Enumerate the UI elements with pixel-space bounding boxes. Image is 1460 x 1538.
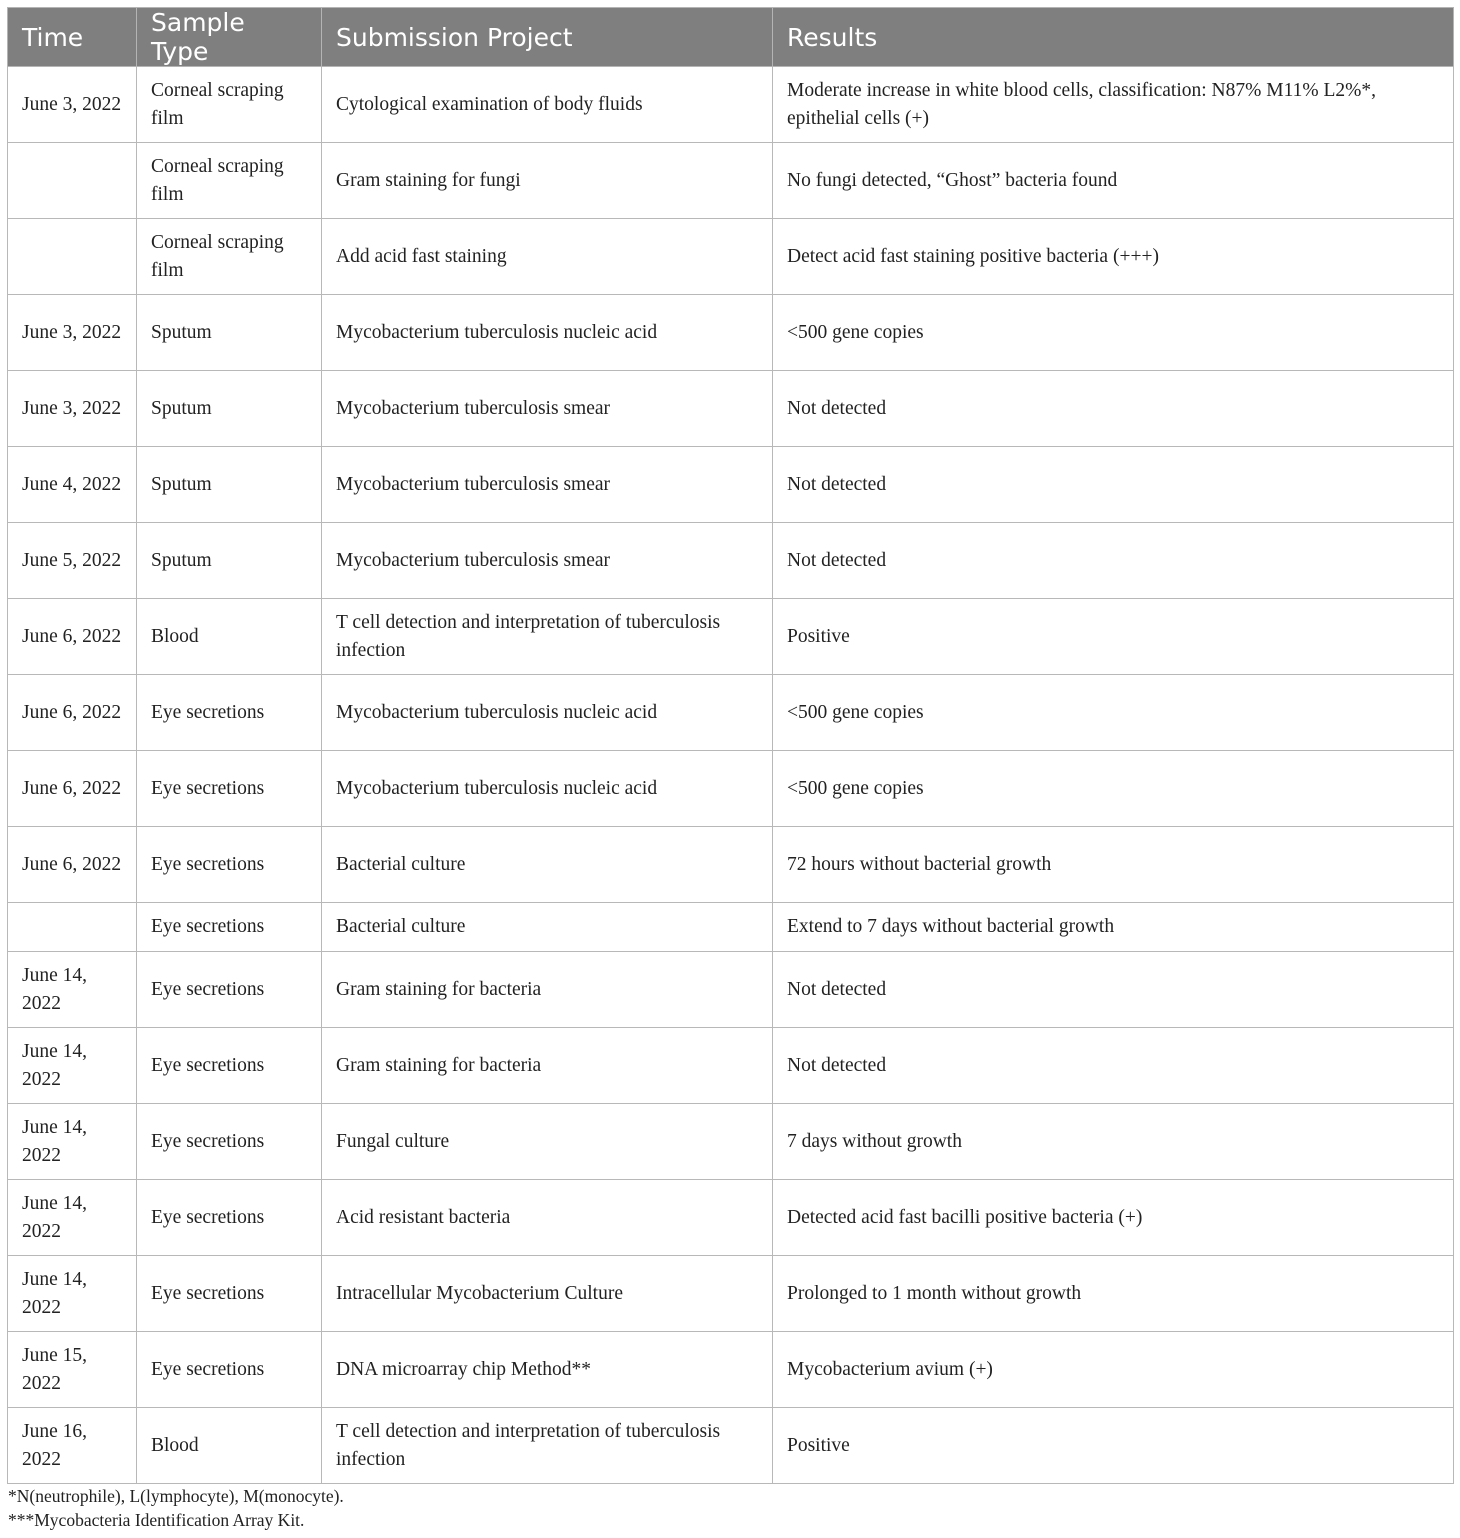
cell-result: <500 gene copies bbox=[773, 675, 1454, 751]
table-row bbox=[8, 67, 1454, 143]
header-row bbox=[8, 8, 1454, 67]
table-row bbox=[8, 903, 1454, 952]
cell-time bbox=[8, 143, 137, 219]
cell-sample-type: Eye secretions bbox=[137, 952, 322, 1028]
cell-sample-type: Eye secretions bbox=[137, 675, 322, 751]
table-row bbox=[8, 1408, 1454, 1484]
table-body bbox=[8, 67, 1454, 1484]
footnotes bbox=[8, 1484, 344, 1532]
cell-submission-project: Bacterial culture bbox=[322, 903, 773, 952]
table-row bbox=[8, 599, 1454, 675]
footnote-cell-types: *N(neutrophile), L(lymphocyte), M(monocyte). bbox=[8, 1486, 344, 1506]
cell-time bbox=[8, 903, 137, 952]
table-row bbox=[8, 219, 1454, 295]
cell-sample-type: Blood bbox=[137, 599, 322, 675]
cell-sample-type: Blood bbox=[137, 1408, 322, 1484]
cell-time: June 3, 2022 bbox=[8, 295, 137, 371]
header-sample-type: Sample Type bbox=[137, 8, 322, 67]
cell-result: 72 hours without bacterial growth bbox=[773, 827, 1454, 903]
table-row bbox=[8, 1180, 1454, 1256]
cell-time: June 6, 2022 bbox=[8, 675, 137, 751]
cell-sample-type: Eye secretions bbox=[137, 903, 322, 952]
results-table bbox=[7, 7, 1454, 1484]
table-row bbox=[8, 1028, 1454, 1104]
cell-submission-project: Gram staining for bacteria bbox=[322, 952, 773, 1028]
cell-sample-type: Eye secretions bbox=[137, 1104, 322, 1180]
cell-sample-type: Sputum bbox=[137, 523, 322, 599]
cell-time: June 4, 2022 bbox=[8, 447, 137, 523]
cell-sample-type: Corneal scraping film bbox=[137, 219, 322, 295]
cell-submission-project: Fungal culture bbox=[322, 1104, 773, 1180]
cell-result: <500 gene copies bbox=[773, 751, 1454, 827]
cell-time: June 3, 2022 bbox=[8, 371, 137, 447]
table-row bbox=[8, 827, 1454, 903]
cell-result: Not detected bbox=[773, 523, 1454, 599]
cell-sample-type: Corneal scraping film bbox=[137, 67, 322, 143]
cell-submission-project: Gram staining for fungi bbox=[322, 143, 773, 219]
table-row bbox=[8, 1332, 1454, 1408]
cell-result: <500 gene copies bbox=[773, 295, 1454, 371]
table-row bbox=[8, 751, 1454, 827]
cell-result: Detected acid fast bacilli positive bacteria (+) bbox=[773, 1180, 1454, 1256]
cell-result: Not detected bbox=[773, 952, 1454, 1028]
cell-time: June 6, 2022 bbox=[8, 827, 137, 903]
cell-time: June 15, 2022 bbox=[8, 1332, 137, 1408]
table-row bbox=[8, 447, 1454, 523]
cell-sample-type: Eye secretions bbox=[137, 1256, 322, 1332]
cell-result: Positive bbox=[773, 599, 1454, 675]
cell-submission-project: Bacterial culture bbox=[322, 827, 773, 903]
footnote-array-kit: ***Mycobacteria Identification Array Kit. bbox=[8, 1510, 305, 1530]
cell-sample-type: Eye secretions bbox=[137, 1028, 322, 1104]
cell-submission-project: Mycobacterium tuberculosis smear bbox=[322, 447, 773, 523]
cell-submission-project: Mycobacterium tuberculosis nucleic acid bbox=[322, 751, 773, 827]
cell-submission-project: Intracellular Mycobacterium Culture bbox=[322, 1256, 773, 1332]
cell-submission-project: Cytological examination of body fluids bbox=[322, 67, 773, 143]
cell-time: June 6, 2022 bbox=[8, 599, 137, 675]
table-row bbox=[8, 295, 1454, 371]
cell-result: Detect acid fast staining positive bacteria (+++) bbox=[773, 219, 1454, 295]
cell-time: June 14, 2022 bbox=[8, 1104, 137, 1180]
cell-time: June 14, 2022 bbox=[8, 952, 137, 1028]
cell-result: Not detected bbox=[773, 371, 1454, 447]
cell-sample-type: Sputum bbox=[137, 447, 322, 523]
table-row bbox=[8, 1256, 1454, 1332]
cell-result: Prolonged to 1 month without growth bbox=[773, 1256, 1454, 1332]
header-submission-project: Submission Project bbox=[322, 8, 773, 67]
results-table-container bbox=[7, 7, 1453, 1484]
cell-result: Not detected bbox=[773, 447, 1454, 523]
cell-result: Positive bbox=[773, 1408, 1454, 1484]
cell-result: Not detected bbox=[773, 1028, 1454, 1104]
cell-submission-project: Mycobacterium tuberculosis smear bbox=[322, 371, 773, 447]
cell-time: June 5, 2022 bbox=[8, 523, 137, 599]
cell-submission-project: Gram staining for bacteria bbox=[322, 1028, 773, 1104]
table-row bbox=[8, 523, 1454, 599]
header-results: Results bbox=[773, 8, 1454, 67]
cell-time: June 3, 2022 bbox=[8, 67, 137, 143]
header-time: Time bbox=[8, 8, 137, 67]
table-row bbox=[8, 143, 1454, 219]
cell-sample-type: Corneal scraping film bbox=[137, 143, 322, 219]
cell-submission-project: DNA microarray chip Method** bbox=[322, 1332, 773, 1408]
cell-submission-project: Mycobacterium tuberculosis smear bbox=[322, 523, 773, 599]
cell-result: Mycobacterium avium (+) bbox=[773, 1332, 1454, 1408]
table-row bbox=[8, 952, 1454, 1028]
table-row bbox=[8, 675, 1454, 751]
table-row bbox=[8, 1104, 1454, 1180]
cell-submission-project: Mycobacterium tuberculosis nucleic acid bbox=[322, 295, 773, 371]
cell-submission-project: T cell detection and interpretation of tuberculosis infection bbox=[322, 1408, 773, 1484]
cell-sample-type: Eye secretions bbox=[137, 1180, 322, 1256]
table-header bbox=[8, 8, 1454, 67]
cell-result: 7 days without growth bbox=[773, 1104, 1454, 1180]
cell-submission-project: Add acid fast staining bbox=[322, 219, 773, 295]
cell-submission-project: T cell detection and interpretation of tuberculosis infection bbox=[322, 599, 773, 675]
cell-time: June 14, 2022 bbox=[8, 1028, 137, 1104]
cell-sample-type: Eye secretions bbox=[137, 827, 322, 903]
cell-sample-type: Eye secretions bbox=[137, 751, 322, 827]
cell-time: June 16, 2022 bbox=[8, 1408, 137, 1484]
cell-submission-project: Mycobacterium tuberculosis nucleic acid bbox=[322, 675, 773, 751]
cell-submission-project: Acid resistant bacteria bbox=[322, 1180, 773, 1256]
table-row bbox=[8, 371, 1454, 447]
cell-sample-type: Sputum bbox=[137, 371, 322, 447]
cell-time bbox=[8, 219, 137, 295]
cell-sample-type: Eye secretions bbox=[137, 1332, 322, 1408]
cell-result: Extend to 7 days without bacterial growth bbox=[773, 903, 1454, 952]
cell-sample-type: Sputum bbox=[137, 295, 322, 371]
cell-result: No fungi detected, “Ghost” bacteria found bbox=[773, 143, 1454, 219]
cell-time: June 14, 2022 bbox=[8, 1180, 137, 1256]
cell-result: Moderate increase in white blood cells, classification: N87% M11% L2%*, epithelial cells (+) bbox=[773, 67, 1454, 143]
cell-time: June 14, 2022 bbox=[8, 1256, 137, 1332]
cell-time: June 6, 2022 bbox=[8, 751, 137, 827]
